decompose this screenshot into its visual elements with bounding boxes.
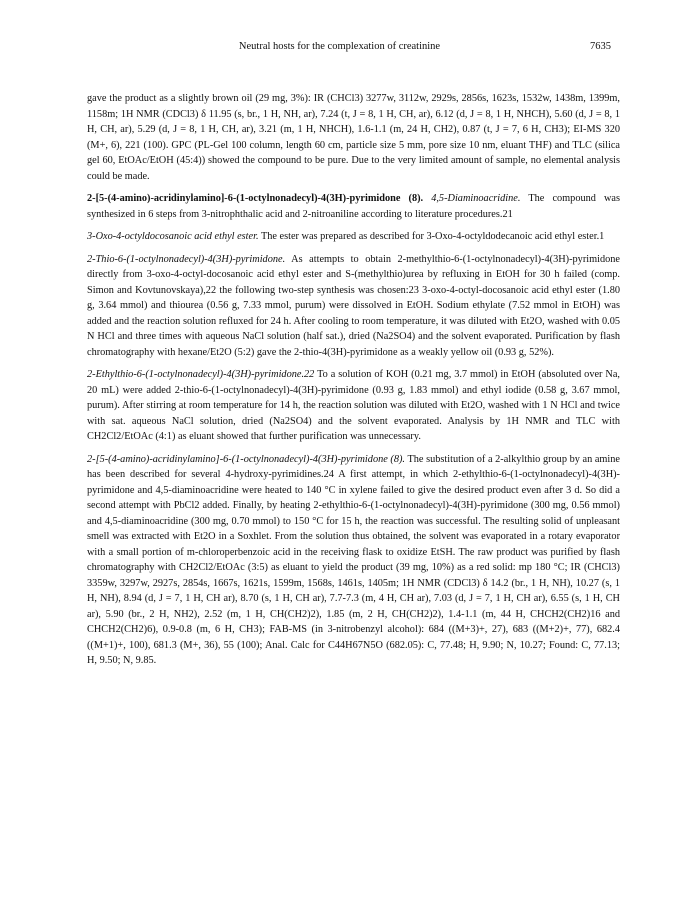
article-body: [87, 91, 620, 676]
diaminoacridine-text: The compound was synthesized in 6 steps from 3-nitrophthalic acid and 2-nitroaniline according to literature procedures.21: [87, 193, 621, 220]
paragraph-ester: [87, 229, 620, 245]
running-title: Neutral hosts for the complexation of creatinine: [238, 41, 441, 52]
page-header: [0, 41, 679, 55]
compound-8-lead: 2-[5-(4-amino)-acridinylamino]-6-(1-octylnonadecyl)-4(3H)-pyrimidone (8).: [87, 453, 406, 465]
ethylthio-text: To a solution of KOH (0.21 mg, 3.7 mmol) in EtOH (absoluted over Na, 20 mL) were added 2-thio-6-(1-octylnonadecyl)-4(3H)-pyrimidone (0.93 g, 1.83 mmol) and ethyl iodide (0.58 g, 3.67 mmol, purum). After stirring at room temperature for 14 h, the reaction solution was diluted with Et2O, washed with 1 N HCl and twice with sat. aqueous NaCl solution, dried (Na2SO4) and the solvent evaporated. Analysis by 1H NMR and TLC with CH2Cl2/EtOAc (4:1) as eluant showed that further purification was unnecessary.: [87, 369, 620, 442]
diaminoacridine-lead: 4,5-Diaminoacridine.: [431, 193, 521, 204]
compound-8-text: The substitution of a 2-alkylthio group by an amine has been described for several 4-hydroxy-pyrimidines.24 A first attempt, in which 2-ethylthio-6-(1-octylnonadecyl)-4(3H)-pyrimidone and 4,5-diaminoacridine were heated to 140 °C in xylene failed to give the desired product even after 3 d. So did a second attempt with PbCl2 added. Finally, by heating 2-ethylthio-6-(1-octylnonadecyl)-4(3H)-pyrimidone (300 mg, 0.56 mmol) and 4,5-diaminoacridine (300 mg, 0.70 mmol) to 150 °C for 15 h, the reaction was successful. The resulting solid of unpleasant smell was extracted with Et2O in a Soxhlet. From the solution thus obtained, the solvent was evaporated in a rotary evaporator with a small portion of m-chloroperbenzoic acid in the receiving flask to oxidize EtSH. The raw product was purified by flash chromatography with CH2Cl2/EtOAc (3:5) as eluant to yield the product (39 mg, 10%) as a red solid: mp 180 °C; IR (CHCl3) 3359w, 3297w, 2927s, 2854s, 1667s, 1621s, 1599m, 1568s, 1461s, 1405m; 1H NMR (CDCl3) δ 14.2 (br., 1 H, NH), 10.27 (s, 1 H, NH), 8.94 (d, J = 7, 1 H, CH ar), 8.70 (s, 1 H, CH ar), 7.7-7.3 (m, 4 H, CH ar), 7.03 (d, J = 7, 1 H, CH ar), 6.55 (s, 1 H, CH ar), 5.90 (br., 2 H, NH2), 2.52 (m, 1 H, CH(CH2)2), 1.85 (m, 2 H, CH(CH2)2), 1.4-1.1 (m, 44 H, CHCH2(CH2)16 and CHCH2(CH2)6), 0.9-0.8 (m, 6 H, CH3); FAB-MS (in 3-nitrobenzyl alcohol): 684 ((M+3)+, 27), 683 ((M+2)+, 77), 682.4 ((M+1)+, 100), 681.3 (M+, 36), 55 (100); Anal. Calc for C44H67N5O (682.05): C, 77.48; H, 9.90; N, 10.27; Found: C, 77.13; H, 9.50; N, 9.85.: [87, 453, 620, 666]
ethylthio-lead: 2-Ethylthio-6-(1-octylnonadecyl)-4(3H)-pyrimidone.22: [87, 369, 315, 380]
ester-lead: 3-Oxo-4-octyldocosanoic acid ethyl ester.: [87, 231, 259, 242]
ester-text: The ester was prepared as described for 3-Oxo-4-octyldodecanoic acid ethyl ester.1: [260, 231, 605, 242]
thio-pyrimidone-lead: 2-Thio-6-(1-octylnonadecyl)-4(3H)-pyrimidone.: [87, 253, 286, 265]
paragraph-ethylthio-pyrimidone: [87, 367, 620, 445]
compound-8-title: 2-[5-(4-amino)-acridinylamino]-6-(1-octylnonadecyl)-4(3H)-pyrimidone (8).: [87, 193, 424, 204]
paragraph-thio-pyrimidone: [87, 252, 620, 361]
thio-pyrimidone-text: As attempts to obtain 2-methylthio-6-(1-octylnonadecyl)-4(3H)-pyrimidone directly from 3-oxo-4-octyl-docosanoic acid ethyl ester and S-(methylthio)urea by refluxing in EtOH for 30 h failed (comp. Simon and Kovtunovskaya),22 the following two-step synthesis was chosen:23 3-oxo-4-octyl-docosanoic acid ethyl ester (1.80 g, 3.64 mmol) and thiourea (0.56 g, 7.33 mmol, purum) were dissolved in EtOH. Sodium ethylate (7.52 mmol in EtOH) was added and the reaction solution refluxed for 24 h. After cooling to room temperature, it was diluted with Et2O, washed with 0.05 N HCl and three times with aqueous NaCl solution (half sat.), dried (Na2SO4) and the solvent evaporated. Purification by flash chromatography with hexane/Et2O (5:2) gave the 2-thio-4(3H)-pyrimidone as a weakly yellow oil (0.93 g, 52%).: [87, 253, 620, 358]
paragraph-compound-8-synthesis: [87, 452, 620, 669]
paragraph-product-data: gave the product as a slightly brown oil (29 mg, 3%): IR (CHCl3) 3277w, 3112w, 2929s, 2856s, 1623s, 1532w, 1438m, 1399m, 1158m; 1H NMR (CDCl3) δ 11.95 (s, br., 1 H, NH, ar), 7.24 (t, J = 8, 1 H, CH, ar), 6.12 (d, J = 8, 1 H, NHCH), 5.60 (d, J = 8, 1 H, CH, ar), 5.29 (d, J = 8, 1 H, CH, ar), 3.21 (m, 1 H, NHCH), 1.6-1.1 (m, 24 H, CH2), 0.87 (t, J = 7, 6 H, CH3); EI-MS 320 (M+, 6), 221 (100). GPC (PL-Gel 100 column, length 60 cm, particle size 5 mm, pore size 10 nm, eluant THF) and TLC (silica gel 60, EtOAc/EtOH (45:4)) showed the compound to be pure. Due to the very limited amount of sample, no elemental analysis could be made.: [87, 93, 620, 182]
paragraph-compound-8-heading: [87, 191, 620, 222]
page-number: 7635: [590, 41, 611, 52]
